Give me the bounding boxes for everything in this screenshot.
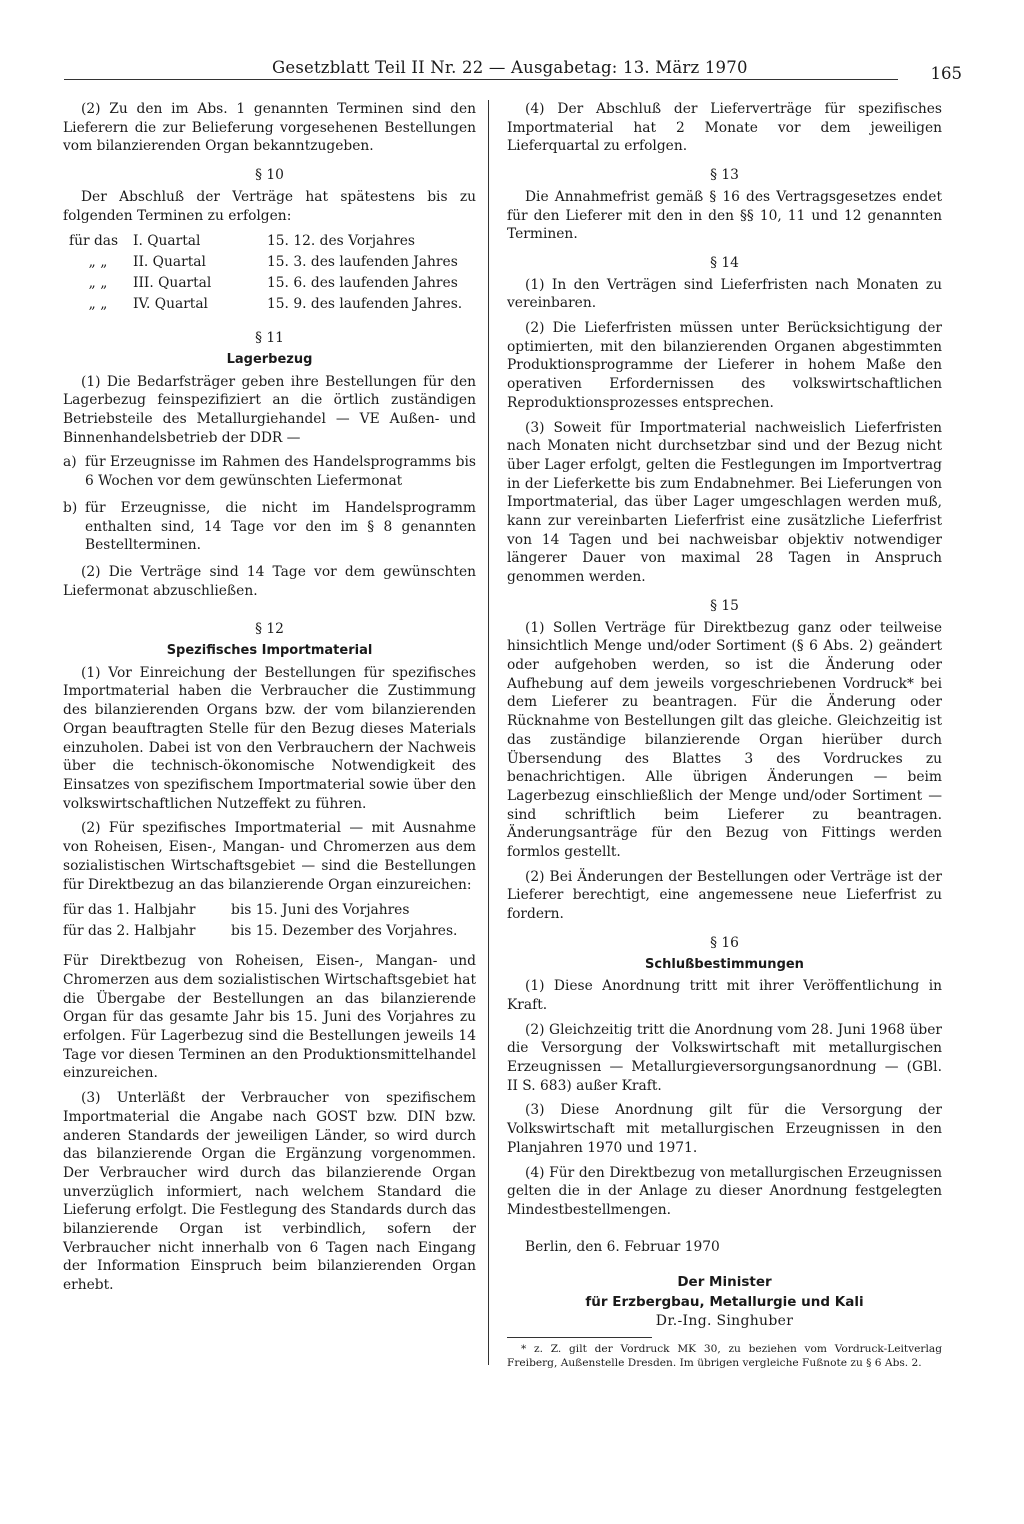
section-11-list (63, 453, 476, 555)
section-12-paragraph-2: (2) Für spezifisches Importmaterial — mit Ausnahme von Roheisen, Eisen-, Mangan- und Chromerzen aus dem sozialistischen Wirtschaftsgebiet — sind die Bestellungen für Direktbezug an das bilanzierende Organ einzureichen: (63, 820, 476, 893)
list-item-text: für Erzeugnisse, die nicht im Handelsprogramm enthalten sind, 14 Tage vor den im § 8 genannten Bestellterminen. (85, 499, 476, 554)
list-item (63, 453, 476, 490)
section-12-title: Spezifisches Importmaterial (166, 643, 373, 659)
footnote: * z. Z. gilt der Vordruck MK 30, zu beziehen vom Vordruck-Leitverlag Freiberg, Außenstelle Dresden. Im übrigen vergleiche Fußnote zu § 6 Abs. 2. (507, 1343, 942, 1370)
paragraph-s9-2: (2) Zu den im Abs. 1 genannten Terminen sind den Lieferern die zur Belieferung vorgesehenen Bestellungen vom bilanzierenden Organ bekanntzugeben. (63, 101, 476, 155)
section-16-paragraph-2: (2) Gleichzeitig tritt die Anordnung vom 28. Juni 1968 über die Versorgung der Volkswirtschaft mit metallurgischen Erzeugnissen — Metallurgieversorgungsanordnung — (GBl. II S. 683) außer Kraft. (507, 1021, 942, 1094)
table-cell: bis 15. Dezember des Vorjahres. (231, 923, 458, 940)
signer-name: Dr.-Ing. Singhuber (655, 1313, 794, 1330)
list-item-label: a) (63, 454, 77, 471)
section-16-paragraph-1: (1) Diese Anordnung tritt mit ihrer Veröffentlichung in Kraft. (507, 978, 942, 1013)
section-11-heading: § 11 (255, 330, 284, 347)
signature-title-2: für Erzbergbau, Metallurgie und Kali (585, 1294, 864, 1311)
list-item (63, 499, 476, 555)
section-15-heading: § 15 (710, 597, 739, 614)
page-number: 165 (930, 64, 962, 83)
list-item-text: für Erzeugnisse im Rahmen des Handelsprogramms bis 6 Wochen vor dem gewünschten Liefermonat (85, 454, 476, 490)
right-column (507, 100, 942, 1370)
table-cell: für das 2. Halbjahr (63, 923, 196, 940)
section-13-text: Die Annahmefrist gemäß § 16 des Vertragsgesetzes endet für den Lieferer mit den in den §§ 10, 11 und 12 genannten Terminen. (507, 188, 942, 243)
table-cell: IV. Quartal (133, 296, 208, 313)
table-cell: „ „ (88, 296, 108, 313)
table-cell: 15. 6. des laufenden Jahres (267, 275, 458, 292)
section-11-paragraph-1: (1) Die Bedarfsträger geben ihre Bestellungen für den Lagerbezug feinspezifiziert an die örtlich zuständigen Betriebsteile des Metallurgiehandel — VE Außen- und Binnenhandelsbetrieb der DDR — (63, 373, 476, 446)
section-15-paragraph-2: (2) Bei Änderungen der Bestellungen oder Verträge ist der Lieferer berechtigt, eine angemessene neue Lieferfrist zu fordern. (507, 868, 942, 923)
column-divider (488, 100, 489, 1365)
halfyear-deadline-table (63, 900, 463, 942)
table-cell: I. Quartal (133, 233, 201, 250)
section-12-paragraph-1: (1) Vor Einreichung der Bestellungen für spezifisches Importmaterial haben die Verbraucher die Zustimmung des bilanzierenden Organs bzw. der vom bilanzierenden Organ beauftragten Stelle für den Bezug dieses Materials einzuholen. Dabei ist von den Verbrauchern der Nachweis über die technisch-ökonomische Notwendigkeit des Einsatzes von spezifischem Importmaterial sowie über den volkswirtschaftlichen Nutzeffekt zu führen. (63, 664, 476, 812)
section-16-heading: § 16 (710, 934, 739, 951)
section-15-paragraph-1: (1) Sollen Verträge für Direktbezug ganz oder teilweise hinsichtlich Menge und/oder Sortiment (§ 6 Abs. 2) geändert oder aufgehoben werden, so ist die Änderung oder Aufhebung auf dem jeweils vorgeschriebenen Vordruck* bei dem Lieferer zu beantragen. Für die Änderung oder Rücknahme von Bestellungen gilt das gleiche. Gleichzeitig ist das zuständige bilanzierende Organ hierüber durch Übersendung des Blattes 3 des Vordruckes zu benachrichtigen. Alle übrigen Änderungen — beim Lagerbezug einschließlich der Menge und/oder Sortiment — sind schriftlich beim Lieferer zu beantragen. Änderungsanträge für den Bezug von Fittings werden formlos gestellt. (507, 619, 942, 861)
section-11-title: Lagerbezug (226, 351, 313, 367)
table-cell: „ „ (88, 254, 108, 271)
table-row (63, 921, 463, 942)
table-cell: 15. 9. des laufenden Jahres. (267, 296, 463, 313)
table-cell: 15. 12. des Vorjahres (267, 233, 415, 250)
table-row (69, 294, 468, 315)
section-14-paragraph-2: (2) Die Lieferfristen müssen unter Berücksichtigung der optimierten, mit den bilanzierenden Organen abgestimmten Produktionsprogramme der Lieferer in hohem Maße den operativen Erfordernissen des volkswirtschaftlichen Reproduktionsprozesses entsprechen. (507, 320, 942, 411)
section-12-paragraph-5: (4) Der Abschluß der Lieferverträge für spezifisches Importmaterial hat 2 Monate vor dem jeweiligen Lieferquartal zu erfolgen. (507, 101, 942, 155)
table-row (69, 252, 468, 273)
header-rule (64, 79, 898, 80)
left-column (63, 100, 476, 1301)
table-row (63, 900, 463, 921)
table-cell: für das (69, 233, 119, 250)
signature-title-1: Der Minister (677, 1274, 772, 1291)
section-13-heading: § 13 (710, 167, 739, 184)
section-14-paragraph-3: (3) Soweit für Importmaterial nachweislich Lieferfristen nach Monaten nicht durchsetzbar sind und der Bezug nicht über Lager erfolgt, gelten die Festlegungen im Importvertrag in der Lieferkette bis zum Endabnehmer. Bei Lieferungen von Importmaterial, das über Lager umgeschlagen werden muß, kann zur vereinbarten Lieferfrist eine zusätzliche Lieferfrist von 14 Tagen und bei nachweisbar objektiv notwendiger längerer Dauer von maximal 28 Tagen in Anspruch genommen werden. (507, 419, 942, 586)
section-12-paragraph-4: (3) Unterläßt der Verbraucher von spezifischem Importmaterial die Angabe nach GOST bzw. DIN bzw. anderen Standards der jeweiligen Länder, so wird durch das bilanzierende Organ die Ergänzung vorgenommen. Der Verbraucher wird durch das bilanzierende Organ unverzüglich informiert, nach welchem Standard die Lieferung erfolgt. Die Festlegung des Standards durch das bilanzierende Organ ist verbindlich, sofern der Verbraucher nicht innerhalb von 6 Tagen nach Eingang der Information Einspruch beim bilanzierenden Organ erhebt. (63, 1090, 476, 1294)
section-16-paragraph-4: (4) Für den Direktbezug von metallurgischen Erzeugnissen gelten die in der Anlage zu dieser Anordnung festgelegten Mindestbestellmengen. (507, 1164, 942, 1218)
section-10-text: Der Abschluß der Verträge hat spätestens bis zu folgenden Terminen zu erfolgen: (63, 188, 476, 224)
quarter-deadline-table (69, 231, 468, 315)
header-title: Gesetzblatt Teil II Nr. 22 — Ausgabetag: 13. März 1970 (272, 58, 748, 77)
section-16-title: Schlußbestimmungen (645, 956, 804, 972)
table-cell: für das 1. Halbjahr (63, 902, 196, 919)
section-14-heading: § 14 (710, 254, 739, 271)
section-12-paragraph-3: Für Direktbezug von Roheisen, Eisen-, Mangan- und Chromerzen aus dem sozialistischen Wirtschaftsgebiet hat die Übergabe der Bestellungen an das bilanzierende Organ für das gesamte Jahr bis 15. Juni des Vorjahres zu erfolgen. Für Lagerbezug sind die Bestellungen jeweils 14 Tage vor diesen Terminen an den Produktionsmittelhandel einzureichen. (63, 953, 476, 1082)
table-cell: „ „ (88, 275, 108, 292)
table-cell: 15. 3. des laufenden Jahres (267, 254, 458, 271)
section-14-paragraph-1: (1) In den Verträgen sind Lieferfristen nach Monaten zu vereinbaren. (507, 276, 942, 312)
section-11-paragraph-2: (2) Die Verträge sind 14 Tage vor dem gewünschten Liefermonat abzuschließen. (63, 563, 476, 599)
table-cell: III. Quartal (133, 275, 212, 292)
footnote-rule (507, 1337, 652, 1338)
table-cell: II. Quartal (133, 254, 206, 271)
place-and-date: Berlin, den 6. Februar 1970 (525, 1238, 720, 1255)
section-12-heading: § 12 (255, 621, 284, 638)
section-10-heading: § 10 (255, 167, 284, 184)
list-item-label: b) (63, 499, 78, 516)
section-16-paragraph-3: (3) Diese Anordnung gilt für die Versorgung der Volkswirtschaft mit metallurgischen Erzeugnissen in den Planjahren 1970 und 1971. (507, 1102, 942, 1156)
table-cell: bis 15. Juni des Vorjahres (231, 902, 410, 919)
table-row (69, 231, 468, 252)
table-row (69, 273, 468, 294)
